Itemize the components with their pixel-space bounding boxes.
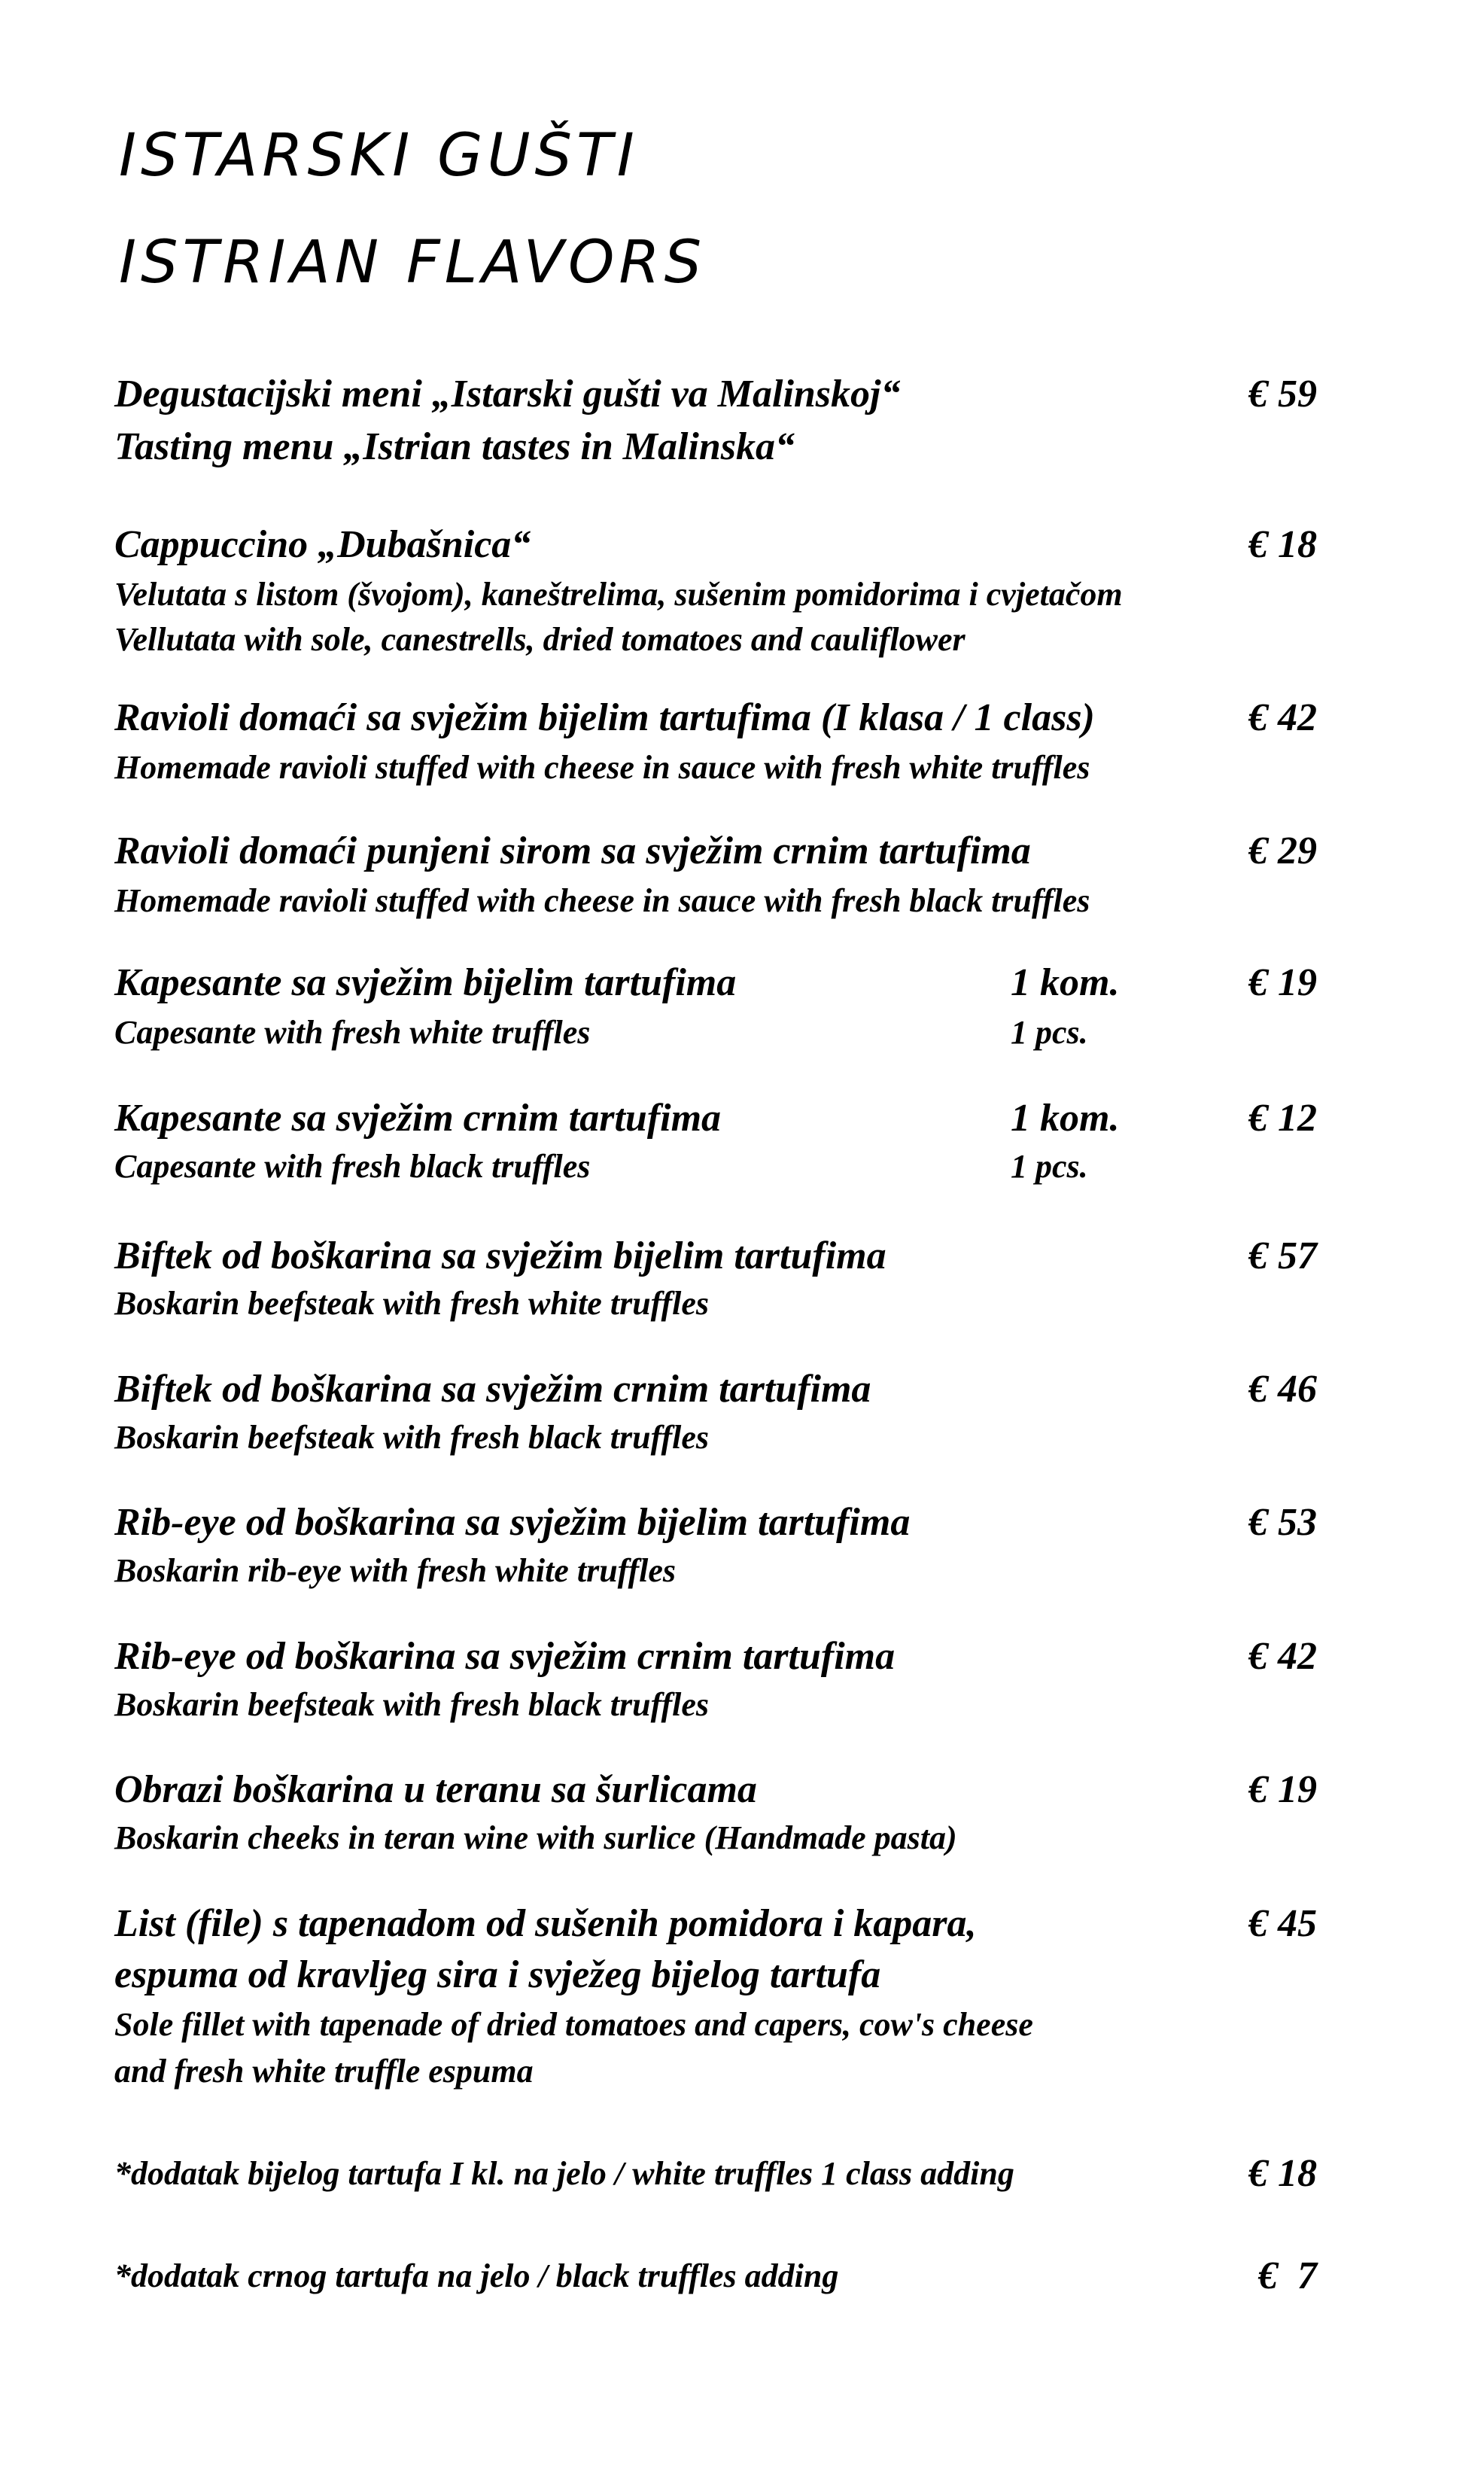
item-name-hr: List (file) s tapenadom od sušenih pomidora i kapara, [114, 1902, 977, 1945]
item-name-hr: Kapesante sa svježim crnim tartufima [114, 1097, 722, 1140]
item-name-hr: Biftek od boškarina sa svježim crnim tartufima [114, 1368, 871, 1411]
item-name-hr: Rib-eye od boškarina sa svježim bijelim tartufima [114, 1501, 911, 1544]
item-name-en: Boskarin beefsteak with fresh black truffles [114, 1686, 710, 1723]
item-name-en: Capesante with fresh black truffles [114, 1148, 591, 1185]
item-quantity-hr: 1 kom. [1011, 1097, 1120, 1140]
item-price: € 59 [1248, 373, 1317, 416]
item-name-en: Boskarin cheeks in teran wine with surlice (Handmade pasta) [114, 1819, 957, 1856]
item-name-en: Capesante with fresh white truffles [114, 1014, 591, 1051]
item-price: € 29 [1248, 830, 1317, 872]
item-price: € 46 [1248, 1368, 1317, 1411]
item-name-hr: Cappuccino „Dubašnica“ [114, 523, 531, 566]
item-price: € 45 [1248, 1902, 1317, 1945]
item-quantity-hr: 1 kom. [1011, 961, 1120, 1004]
menu-title-croatian: ISTARSKI GUŠTI [119, 122, 639, 190]
item-description-en: Vellutata with sole, canestrells, dried tomatoes and cauliflower [114, 621, 966, 658]
item-name-en-continued: and fresh white truffle espuma [114, 2053, 534, 2090]
item-name-en: Boskarin beefsteak with fresh black truffles [114, 1419, 710, 1456]
item-name-hr: Degustacijski meni „Istarski gušti va Malinskoj“ [114, 373, 901, 416]
item-name-hr: Kapesante sa svježim bijelim tartufima [114, 961, 737, 1004]
extra-price: € 7 [1258, 2254, 1317, 2297]
item-price: € 53 [1248, 1501, 1317, 1544]
item-name-hr-continued: espuma od kravljeg sira i svježeg bijelog tartufa [114, 1953, 881, 1996]
item-name-en: Sole fillet with tapenade of dried tomatoes and capers, cow's cheese [114, 2006, 1033, 2043]
menu-title-english: ISTRIAN FLAVORS [119, 229, 707, 297]
item-price: € 42 [1248, 696, 1317, 739]
item-name-hr: Ravioli domaći sa svježim bijelim tartufima (I klasa / 1 class) [114, 696, 1095, 739]
item-price: € 42 [1248, 1635, 1317, 1678]
item-name-en: Boskarin rib-eye with fresh white truffles [114, 1552, 677, 1589]
item-price: € 57 [1248, 1234, 1317, 1277]
item-name-hr: Rib-eye od boškarina sa svježim crnim tartufima [114, 1635, 896, 1678]
extra-price: € 18 [1248, 2152, 1317, 2195]
item-name-en: Homemade ravioli stuffed with cheese in sauce with fresh white truffles [114, 749, 1090, 786]
item-name-hr: Obrazi boškarina u teranu sa šurlicama [114, 1768, 757, 1811]
item-name-hr: Ravioli domaći punjeni sirom sa svježim crnim tartufima [114, 830, 1031, 872]
item-quantity-en: 1 pcs. [1011, 1148, 1088, 1185]
item-name-en: Boskarin beefsteak with fresh white truffles [114, 1285, 710, 1322]
item-price: € 18 [1248, 523, 1317, 566]
item-name-hr: Biftek od boškarina sa svježim bijelim tartufima [114, 1234, 886, 1277]
item-price: € 19 [1248, 1768, 1317, 1811]
item-name-en: Tasting menu „Istrian tastes in Malinska“ [114, 425, 795, 468]
item-price: € 19 [1248, 961, 1317, 1004]
item-quantity-en: 1 pcs. [1011, 1014, 1088, 1051]
item-description-hr: Velutata s listom (švojom), kaneštrelima, sušenim pomidorima i cvjetačom [114, 576, 1123, 613]
extra-text: *dodatak crnog tartufa na jelo / black truffles adding [114, 2257, 839, 2294]
item-name-en: Homemade ravioli stuffed with cheese in sauce with fresh black truffles [114, 882, 1090, 919]
item-price: € 12 [1248, 1097, 1317, 1140]
extra-text: *dodatak bijelog tartufa I kl. na jelo / white truffles 1 class adding [114, 2155, 1014, 2192]
